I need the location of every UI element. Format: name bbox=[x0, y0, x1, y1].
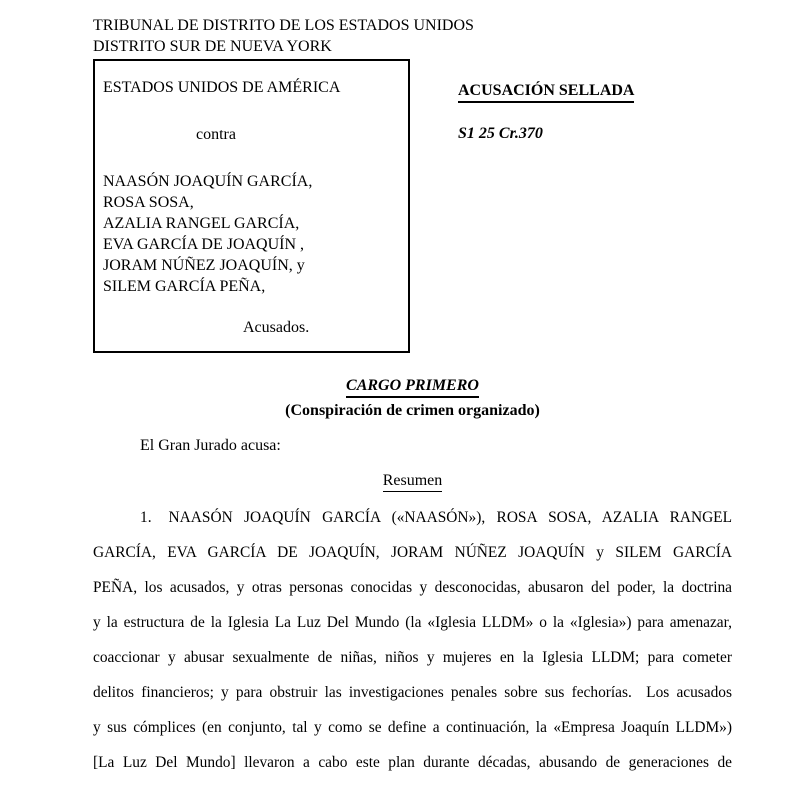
paragraph-line: [La Luz Del Mundo] llevaron a cabo este plan durante décadas, abusando de generaciones de bbox=[93, 754, 732, 771]
paragraph-line: PEÑA, los acusados, y otras personas conocidas y desconocidas, abusaron del poder, la doctrina bbox=[93, 579, 732, 596]
defendants-label: Acusados. bbox=[243, 319, 310, 336]
paragraph-line: GARCÍA, EVA GARCÍA DE JOAQUÍN, JORAM NÚÑEZ JOAQUÍN y SILEM GARCÍA bbox=[93, 544, 732, 561]
court-district: DISTRITO SUR DE NUEVA YORK bbox=[93, 38, 332, 55]
defendant-name: SILEM GARCÍA PEÑA, bbox=[103, 278, 266, 295]
paragraph-one bbox=[93, 500, 732, 780]
defendant-name: EVA GARCÍA DE JOAQUÍN , bbox=[103, 236, 305, 253]
sealed-indictment-title-line bbox=[458, 81, 634, 103]
case-number: S1 25 Cr.370 bbox=[458, 125, 543, 142]
case-caption-box bbox=[93, 59, 410, 353]
defendant-list bbox=[103, 171, 400, 297]
court-name: TRIBUNAL DE DISTRITO DE LOS ESTADOS UNIDOS bbox=[93, 17, 474, 34]
paragraph-line: y sus cómplices (en conjunto, tal y como se define a continuación, la «Empresa Joaquín LLDM») bbox=[93, 719, 732, 736]
versus-label: contra bbox=[196, 126, 236, 143]
grand-jury-intro: El Gran Jurado acusa: bbox=[140, 437, 281, 454]
case-caption bbox=[93, 59, 732, 353]
count-one-heading-line bbox=[93, 375, 732, 398]
summary-heading: Resumen bbox=[383, 470, 443, 492]
paragraph-line bbox=[93, 500, 732, 535]
paragraph-number: 1. bbox=[140, 509, 152, 526]
plaintiff-name: ESTADOS UNIDOS DE AMÉRICA bbox=[103, 79, 341, 96]
paragraph-line: coaccionar y abusar sexualmente de niñas, niños y mujeres en la Iglesia LLDM; para cometer bbox=[93, 649, 732, 666]
court-header bbox=[93, 0, 732, 57]
count-one-subheading: (Conspiración de crimen organizado) bbox=[285, 402, 540, 419]
caption-right-column bbox=[458, 59, 634, 353]
defendant-name: JORAM NÚÑEZ JOAQUÍN, y bbox=[103, 257, 305, 274]
defendant-name: AZALIA RANGEL GARCÍA, bbox=[103, 215, 300, 232]
defendant-name: ROSA SOSA, bbox=[103, 194, 194, 211]
defendant-name: NAASÓN JOAQUÍN GARCÍA, bbox=[103, 173, 313, 190]
paragraph-first-line-text: NAASÓN JOAQUÍN GARCÍA («NAASÓN»), ROSA SOSA, AZALIA RANGEL bbox=[168, 509, 732, 526]
paragraph-line: y la estructura de la Iglesia La Luz Del Mundo (la «Iglesia LLDM» o la «Iglesia») para amenazar, bbox=[93, 614, 732, 631]
paragraph-body-lines bbox=[93, 535, 732, 780]
count-one-heading: CARGO PRIMERO bbox=[346, 376, 479, 398]
paragraph-line: delitos financieros; y para obstruir las investigaciones penales sobre sus fechorías. Los acusados bbox=[93, 684, 732, 701]
summary-heading-line bbox=[93, 470, 732, 492]
sealed-indictment-title: ACUSACIÓN SELLADA bbox=[458, 81, 634, 103]
